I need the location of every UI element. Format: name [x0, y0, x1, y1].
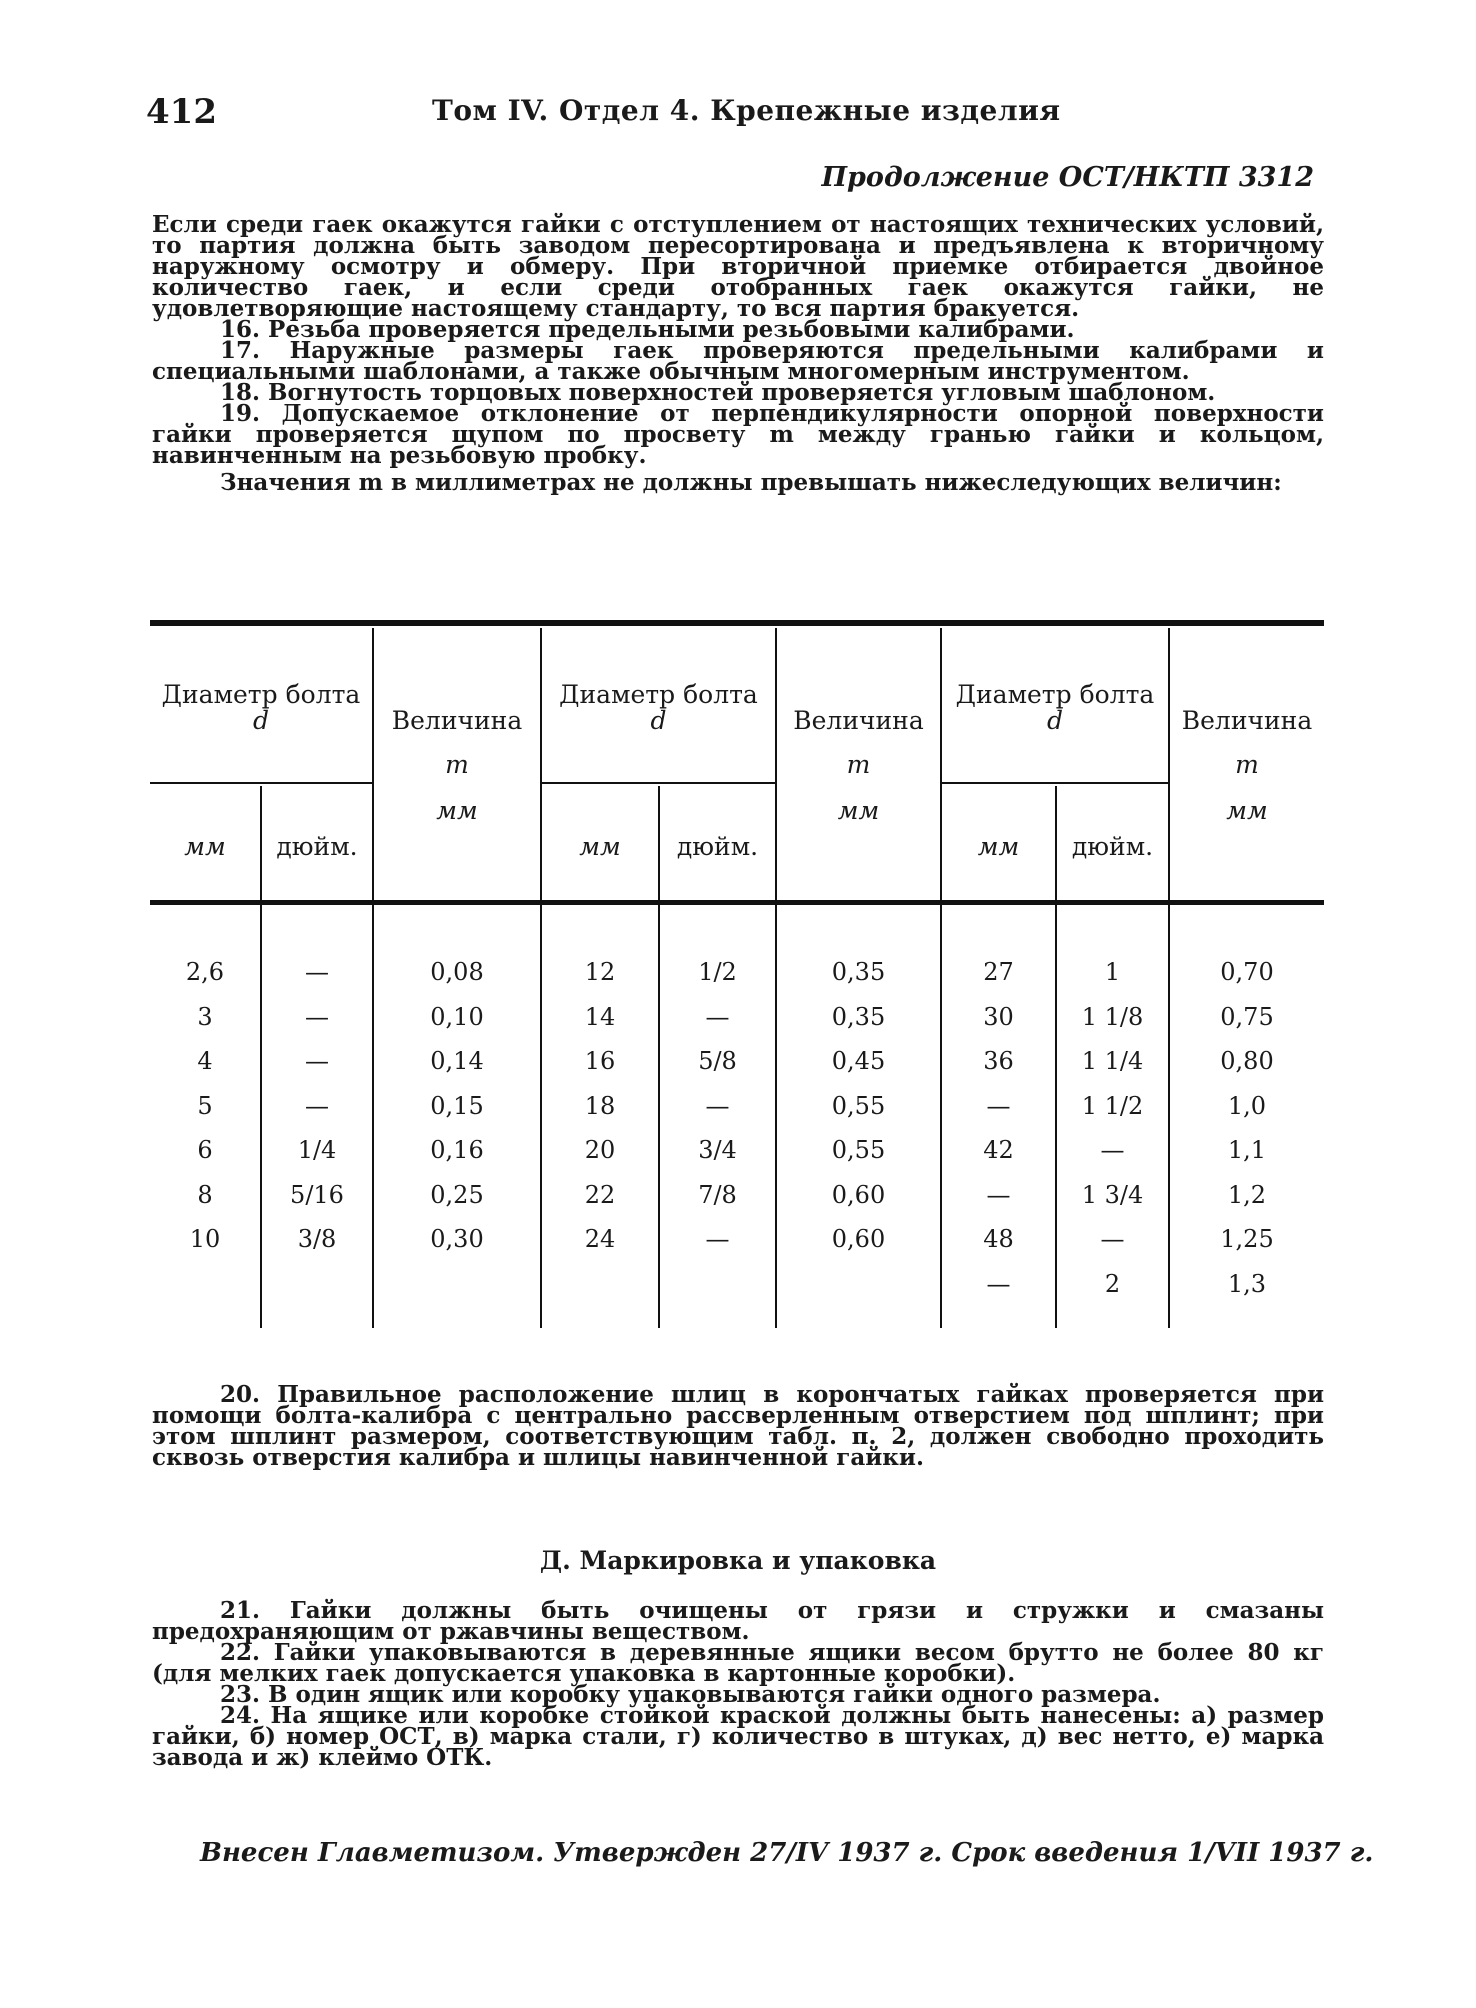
table-cell-m-3: 0,80 [1220, 1047, 1274, 1075]
table-cell-mm-1: 6 [197, 1136, 213, 1164]
table-cell-mm-3: — [986, 1091, 1011, 1120]
section-title: Д. Маркировка и упаковка [539, 1546, 937, 1575]
paragraph-17: 17. Наружные размеры гаек проверяются предельными калибрами и специальными шаблонами, а также обычным многомерным инструментом. [152, 337, 1324, 385]
table-cell-m-2: 0,60 [831, 1180, 886, 1209]
table-cell-inch-3: — [1100, 1136, 1125, 1164]
header-d-2: d [650, 706, 667, 735]
table-cell-inch-3: 1 1/4 [1081, 1047, 1144, 1075]
table-cell-m-1: 0,25 [430, 1180, 484, 1209]
table-cell-inch-3: 1 1/2 [1081, 1091, 1144, 1120]
table-header-rule [150, 900, 1324, 905]
paragraph-19-values: Значения m в миллиметрах не должны превышать нижеследующих величин: [220, 469, 1282, 496]
table-cell-inch-2: — [705, 1091, 730, 1120]
paragraph-16: 16. Резьба проверяется предельными резьбовыми калибрами. [220, 316, 1075, 343]
table-cell-mm-2: 14 [584, 1002, 616, 1031]
table-cell-inch-1: 5/16 [290, 1180, 344, 1209]
table-cell-m-3: 1,1 [1227, 1136, 1267, 1164]
table-cell-mm-3: — [986, 1180, 1011, 1209]
table-cell-inch-1: — [305, 1002, 329, 1031]
table-cell-inch-1: 1/4 [297, 1136, 337, 1164]
paragraph-20-block [152, 1381, 1324, 1471]
table-cell-m-3: 1,0 [1227, 1091, 1267, 1120]
table-cell-m-2: 0,35 [831, 1002, 886, 1031]
paragraph-18: 18. Вогнутость торцовых поверхностей проверяется угловым шаблоном. [220, 379, 1216, 406]
table-cell-mm-2: 16 [584, 1047, 616, 1075]
table-cell-m-1: 0,14 [430, 1047, 484, 1075]
table-cell-inch-3: 1 3/4 [1081, 1180, 1144, 1209]
intro-text [152, 211, 1324, 496]
header-mm-2: мм [579, 832, 621, 861]
header-inch-2: дюйм. [676, 832, 759, 861]
header-m-2: m [846, 750, 871, 779]
table-cell-inch-3: — [1100, 1225, 1125, 1253]
table-cell-mm-1: 2,6 [185, 958, 225, 986]
table-cell-mm-2: 22 [584, 1180, 616, 1209]
header-diameter-3: Диаметр болта [955, 680, 1155, 709]
table-cell-mm-3: 27 [983, 958, 1014, 986]
table-cell-inch-1: — [305, 1091, 329, 1120]
table-cell-m-2: 0,35 [831, 958, 886, 986]
table-cell-m-3: 0,70 [1220, 958, 1274, 986]
table-cell-inch-2: — [705, 1002, 730, 1031]
table-cell-inch-3: 2 [1104, 1269, 1121, 1298]
table-cell-inch-3: 1 [1104, 958, 1121, 986]
continuation-label: Продолжение ОСТ/НКТП 3312 [821, 162, 1314, 193]
table-cell-inch-2: 1/2 [698, 958, 737, 986]
table-cell-mm-3: 48 [983, 1225, 1014, 1253]
header-m-1: m [445, 750, 469, 779]
header-diameter-2: Диаметр болта [559, 680, 758, 709]
running-header: Том IV. Отдел 4. Крепежные изделия [432, 94, 1061, 127]
table-cell-mm-3: — [986, 1269, 1011, 1298]
table-cell-inch-2: 7/8 [698, 1180, 737, 1209]
table-cell-mm-2: 12 [584, 958, 616, 986]
table-cell-mm-1: 5 [197, 1091, 213, 1120]
header-mm-1: мм [184, 832, 226, 861]
header-inch-3: дюйм. [1071, 832, 1154, 861]
paragraph-22: 22. Гайки упаковываются в деревянные ящики весом брутто не более 80 кг (для мелких гаек допускается упаковка в картонные коробки). [152, 1639, 1324, 1687]
table-cell-inch-2: 5/8 [698, 1047, 737, 1075]
paragraph-21: 21. Гайки должны быть очищены от грязи и стружки и смазаны предохраняющим от ржавчины веществом. [152, 1597, 1324, 1645]
table-cell-m-2: 0,60 [831, 1225, 886, 1253]
table-cell-inch-2: 3/4 [698, 1136, 737, 1164]
table-cell-m-1: 0,15 [430, 1091, 484, 1120]
table-cell-mm-2: 18 [584, 1091, 616, 1120]
header-d-3: d [1046, 706, 1063, 735]
header-mm-val-3: мм [1226, 796, 1268, 825]
paragraph-20: 20. Правильное расположение шлиц в корончатых гайках проверяется при помощи болта-калибра с центрально рассверленным отверстием под шплинт; при этом шплинт размером, соответствующим табл. п. 2, должен свободно проходить сквозь отверстия калибра и шлицы навинченной гайки. [152, 1381, 1324, 1471]
header-mm-val-2: мм [837, 796, 880, 825]
table-cell-m-1: 0,08 [430, 958, 484, 986]
table-cell-inch-1: — [305, 1047, 329, 1075]
table-cell-m-1: 0,10 [430, 1002, 484, 1031]
paragraph-intro: Если среди гаек окажутся гайки с отступлением от настоящих технических условий, то партия должна быть заводом пересортирована и предъявлена к вторичному наружному осмотру и обмеру. При вторичной приемке отбирается двойное количество гаек, и если среди отобранных гаек окажутся гайки, не удовлетворяющие настоящему стандарту, то вся партия бракуется. [152, 211, 1324, 322]
table-cell-m-3: 1,3 [1227, 1269, 1267, 1298]
paragraph-23: 23. В один ящик или коробку упаковываются гайки одного размера. [220, 1681, 1161, 1708]
table-cell-mm-1: 3 [197, 1002, 213, 1031]
header-value-3: Величина [1181, 706, 1313, 735]
table-cell-mm-3: 42 [983, 1136, 1014, 1164]
footer-note: Внесен Главметизом. Утвержден 27/IV 1937 г. Срок введения 1/VII 1937 г. [200, 1838, 1374, 1868]
header-value-1: Величина [391, 706, 523, 735]
table-cell-mm-1: 8 [197, 1180, 213, 1209]
table-cell-mm-2: 20 [584, 1136, 616, 1164]
table-cell-m-1: 0,16 [430, 1136, 484, 1164]
table-cell-m-2: 0,55 [831, 1136, 886, 1164]
header-d-1: d [252, 706, 269, 735]
table-cell-inch-3: 1 1/8 [1081, 1002, 1144, 1031]
header-diameter-1: Диаметр болта [161, 680, 361, 709]
table-cell-m-3: 1,2 [1227, 1180, 1267, 1209]
paragraph-19: 19. Допускаемое отклонение от перпендикулярности опорной поверхности гайки проверяется щупом по просвету m между гранью гайки и кольцом, навинченным на резьбовую пробку. [152, 400, 1324, 469]
table-cell-inch-1: — [305, 958, 329, 986]
table-cell-mm-3: 36 [983, 1047, 1014, 1075]
table-cell-m-2: 0,55 [831, 1091, 886, 1120]
table-cell-m-3: 0,75 [1220, 1002, 1274, 1031]
table-cell-mm-1: 4 [197, 1047, 213, 1075]
header-mm-3: мм [977, 832, 1020, 861]
table-cell-m-3: 1,25 [1220, 1225, 1274, 1253]
table-cell-m-2: 0,45 [831, 1047, 886, 1075]
header-mm-val-1: мм [436, 796, 478, 825]
header-inch-1: дюйм. [276, 832, 358, 861]
table-top-rule [150, 620, 1324, 626]
table-cell-mm-2: 24 [584, 1225, 616, 1253]
table-cell-mm-1: 10 [189, 1225, 221, 1253]
table-cell-mm-3: 30 [983, 1002, 1014, 1031]
table-cell-m-1: 0,30 [430, 1225, 484, 1253]
header-m-3: m [1235, 750, 1259, 779]
table-cell-inch-1: 3/8 [297, 1225, 337, 1253]
page-number: 412 [146, 92, 217, 132]
header-value-2: Величина [793, 706, 924, 735]
table-cell-inch-2: — [705, 1225, 730, 1253]
section-text [152, 1597, 1324, 1771]
paragraph-24: 24. На ящике или коробке стойкой краской должны быть нанесены: а) размер гайки, б) номер ОСТ, в) марка стали, г) количество в штуках, д) вес нетто, е) марка завода и ж) клеймо ОТК. [152, 1702, 1324, 1771]
